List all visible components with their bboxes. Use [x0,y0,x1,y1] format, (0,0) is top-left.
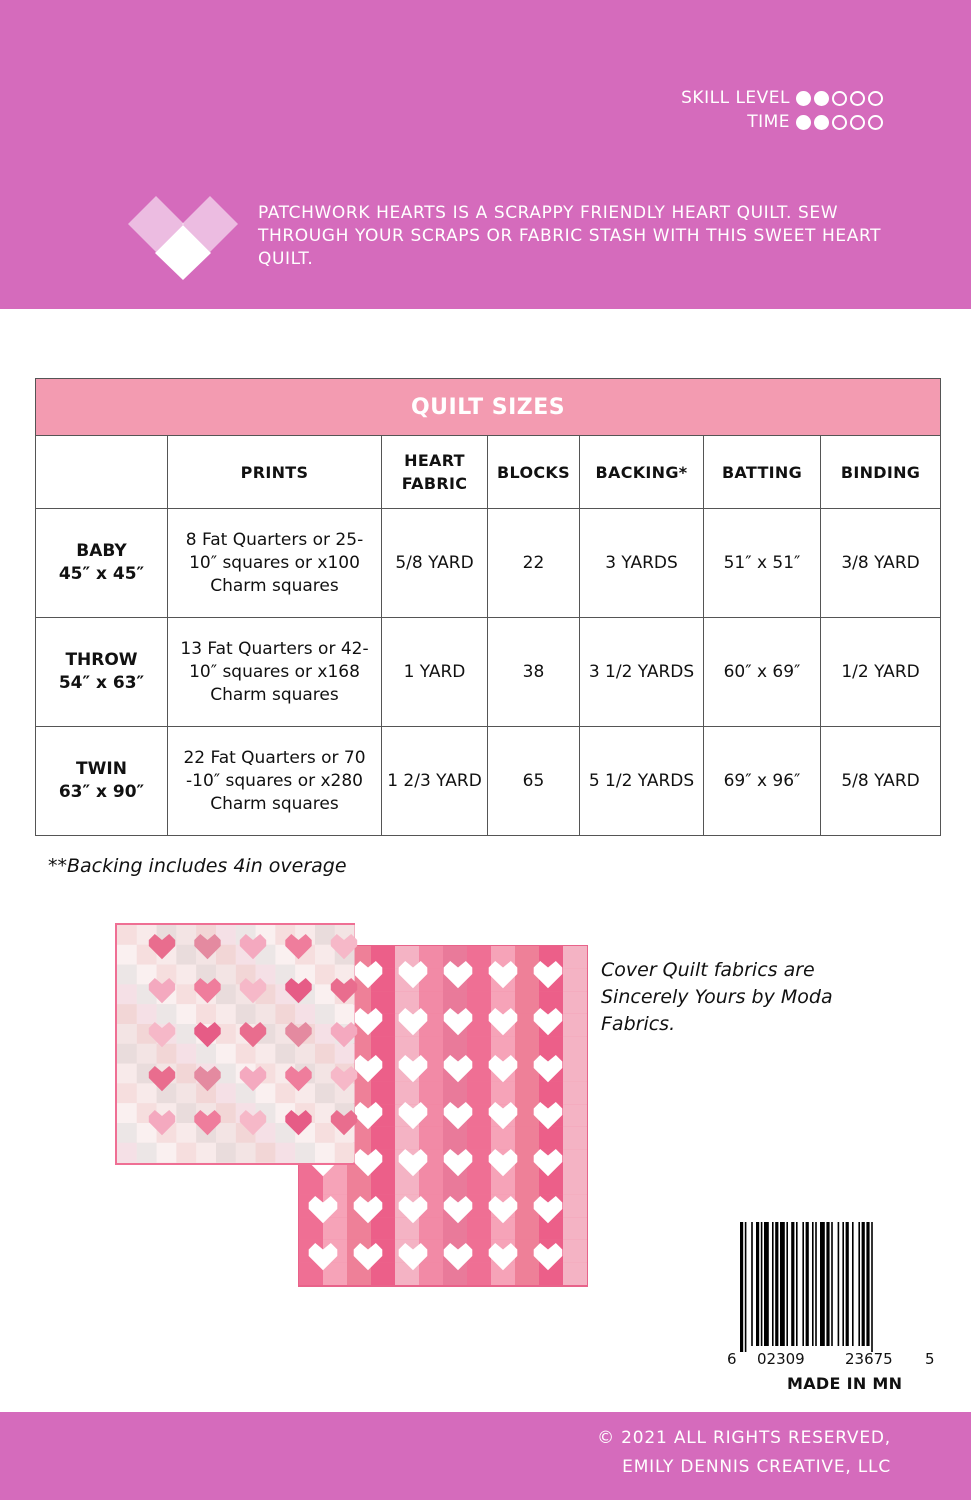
filled-dot [814,91,829,106]
blocks-cell: 65 [488,727,580,836]
binding-cell: 5/8 YARD [821,727,941,836]
heart-fabric-cell: 1 2/3 YARD [382,727,488,836]
barcode-digits-left: 02309 [757,1350,805,1368]
header-cell-heart-fabric: HEART FABRIC [382,436,488,509]
prints-cell: 22 Fat Quarters or 70 -10″ squares or x280 Charm squares [168,727,382,836]
empty-dot [868,115,883,130]
table-row-twin [36,727,941,836]
time-dots [796,115,883,130]
prints-cell: 8 Fat Quarters or 25-10″ squares or x100 Charm squares [168,509,382,618]
barcode-image [740,1222,920,1352]
filled-dot [796,115,811,130]
header-cell-blocks: BLOCKS [488,436,580,509]
copyright [597,1424,891,1482]
skill-level-label: SKILL LEVEL [681,88,790,108]
time-label: TIME [747,112,790,132]
header-cell-backing: BACKING* [580,436,704,509]
heart-fabric-cell: 5/8 YARD [382,509,488,618]
made-in-label: MADE IN MN [787,1374,903,1393]
copyright-line-2: EMILY DENNIS CREATIVE, LLC [622,1457,891,1477]
heart-logo-icon [128,196,238,280]
skill-time-indicator [681,86,883,134]
pattern-description: PATCHWORK HEARTS IS A SCRAPPY FRIENDLY HEART QUILT. SEW THROUGH YOUR SCRAPS OR FABRIC STASH WITH THIS SWEET HEART QUILT. [258,203,882,269]
time-row [681,110,883,134]
copyright-line-1: © 2021 ALL RIGHTS RESERVED, [597,1428,891,1448]
table-row-baby [36,509,941,618]
filled-dot [796,91,811,106]
size-cell [36,727,168,836]
size-name: TWIN [76,759,127,779]
binding-cell: 1/2 YARD [821,618,941,727]
fabric-caption: Cover Quilt fabrics are Sincerely Yours by Moda Fabrics. [601,959,833,1035]
barcode-digit-lead: 6 [727,1350,737,1368]
header-cell-size [36,436,168,509]
quilt-sizes-table [35,378,941,836]
table-row-throw [36,618,941,727]
backing-note: **Backing includes 4in overage [48,855,347,877]
header-cell-batting: BATTING [704,436,821,509]
header-banner [0,0,971,309]
size-cell [36,509,168,618]
size-name: BABY [76,541,127,561]
cover-quilt-image [114,922,588,1288]
batting-cell: 60″ x 69″ [704,618,821,727]
size-cell [36,618,168,727]
batting-cell: 69″ x 96″ [704,727,821,836]
blocks-cell: 22 [488,509,580,618]
filled-dot [814,115,829,130]
blocks-cell: 38 [488,618,580,727]
size-dimensions: 45″ x 45″ [58,564,145,584]
size-dimensions: 54″ x 63″ [58,673,145,693]
batting-cell: 51″ x 51″ [704,509,821,618]
size-dimensions: 63″ x 90″ [58,782,145,802]
header-cell-prints: PRINTS [168,436,382,509]
barcode-digits-right: 23675 [845,1350,893,1368]
barcode-number [727,1350,937,1372]
header-cell-binding: BINDING [821,436,941,509]
backing-cell: 5 1/2 YARDS [580,727,704,836]
empty-dot [832,91,847,106]
backing-cell: 3 1/2 YARDS [580,618,704,727]
table-header-row [36,436,941,509]
size-name: THROW [65,650,138,670]
prints-cell: 13 Fat Quarters or 42-10″ squares or x168 Charm squares [168,618,382,727]
empty-dot [832,115,847,130]
barcode-digit-check: 5 [925,1350,935,1368]
backing-cell: 3 YARDS [580,509,704,618]
skill-level-dots [796,91,883,106]
binding-cell: 3/8 YARD [821,509,941,618]
empty-dot [868,91,883,106]
table-title: QUILT SIZES [36,379,941,436]
empty-dot [850,91,865,106]
heart-fabric-cell: 1 YARD [382,618,488,727]
skill-level-row [681,86,883,110]
empty-dot [850,115,865,130]
